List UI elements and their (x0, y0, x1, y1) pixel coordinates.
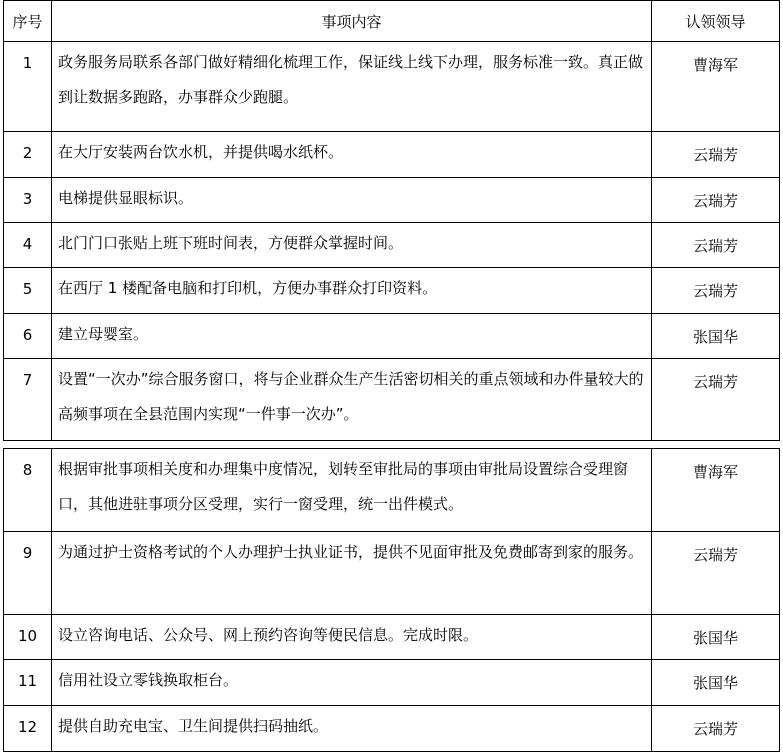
table-row (4, 359, 780, 441)
header-row (4, 1, 780, 42)
row-content (52, 42, 652, 132)
table-row (4, 615, 780, 660)
row-leader: 曹海军 (652, 42, 780, 132)
header-leader: 认领领导 (652, 1, 780, 42)
row-content-text: 设置“一次办”综合服务窗口，将与企业群众生产生活密切相关的重点领域和办件量较大的高频事项在全县范围内实现“一件事一次办”。 (58, 370, 644, 423)
row-content (52, 223, 652, 268)
row-content (52, 706, 652, 752)
table-row (4, 660, 780, 706)
row-content-text: 根据审批事项相关度和办理集中度情况，划转至审批局的事项由审批局设置综合受理窗口，其他进驻事项分区受理，实行一窗受理，统一出件模式。 (58, 460, 629, 513)
table-row (4, 532, 780, 615)
table-row (4, 706, 780, 752)
row-leader: 云瑞芳 (652, 706, 780, 752)
table-row (4, 178, 780, 223)
row-content-text: 电梯提供显眼标识。 (58, 189, 194, 207)
row-content-text: 北门门口张贴上班下班时间表，方便群众掌握时间。 (58, 234, 404, 252)
row-no: 6 (4, 314, 52, 359)
row-no: 5 (4, 268, 52, 314)
row-no: 3 (4, 178, 52, 223)
row-content-text: 在西厅 1 楼配备电脑和打印机，方便办事群众打印资料。 (58, 279, 438, 297)
row-leader: 张国华 (652, 314, 780, 359)
row-content (52, 449, 652, 532)
row-content-text: 建立母婴室。 (58, 325, 149, 343)
row-leader: 云瑞芳 (652, 132, 780, 178)
row-content-text: 设立咨询电话、公众号、网上预约咨询等便民信息。完成时限。 (58, 626, 479, 644)
row-leader: 曹海军 (652, 449, 780, 532)
row-leader: 张国华 (652, 660, 780, 706)
row-content-text: 为通过护士资格考试的个人办理护士执业证书，提供不见面审批及免费邮寄到家的服务。 (58, 543, 644, 561)
row-leader: 云瑞芳 (652, 178, 780, 223)
row-content (52, 615, 652, 660)
row-no: 7 (4, 359, 52, 441)
row-no: 8 (4, 449, 52, 532)
table-row (4, 132, 780, 178)
row-content (52, 359, 652, 441)
matters-table-part2 (3, 448, 780, 752)
row-content (52, 268, 652, 314)
row-content (52, 132, 652, 178)
table-row (4, 268, 780, 314)
table-row (4, 223, 780, 268)
table-row (4, 42, 780, 132)
row-content-text: 政务服务局联系各部门做好精细化梳理工作，保证线上线下办理，服务标准一致。真正做到让数据多跑路，办事群众少跑腿。 (58, 53, 644, 106)
row-leader: 云瑞芳 (652, 223, 780, 268)
row-content (52, 532, 652, 615)
row-leader: 云瑞芳 (652, 532, 780, 615)
table-row (4, 314, 780, 359)
row-content-text: 提供自助充电宝、卫生间提供扫码抽纸。 (58, 717, 329, 735)
header-content: 事项内容 (52, 1, 652, 42)
row-no: 2 (4, 132, 52, 178)
header-no: 序号 (4, 1, 52, 42)
row-no: 9 (4, 532, 52, 615)
row-content (52, 660, 652, 706)
row-leader: 云瑞芳 (652, 359, 780, 441)
matters-table-part1 (3, 0, 780, 441)
row-content (52, 178, 652, 223)
row-no: 1 (4, 42, 52, 132)
row-leader: 云瑞芳 (652, 268, 780, 314)
row-content (52, 314, 652, 359)
row-content-text: 在大厅安装两台饮水机，并提供喝水纸杯。 (58, 143, 344, 161)
table-row (4, 449, 780, 532)
row-leader: 张国华 (652, 615, 780, 660)
row-no: 11 (4, 660, 52, 706)
row-no: 12 (4, 706, 52, 752)
row-no: 4 (4, 223, 52, 268)
row-content-text: 信用社设立零钱换取柜台。 (58, 671, 239, 689)
row-no: 10 (4, 615, 52, 660)
